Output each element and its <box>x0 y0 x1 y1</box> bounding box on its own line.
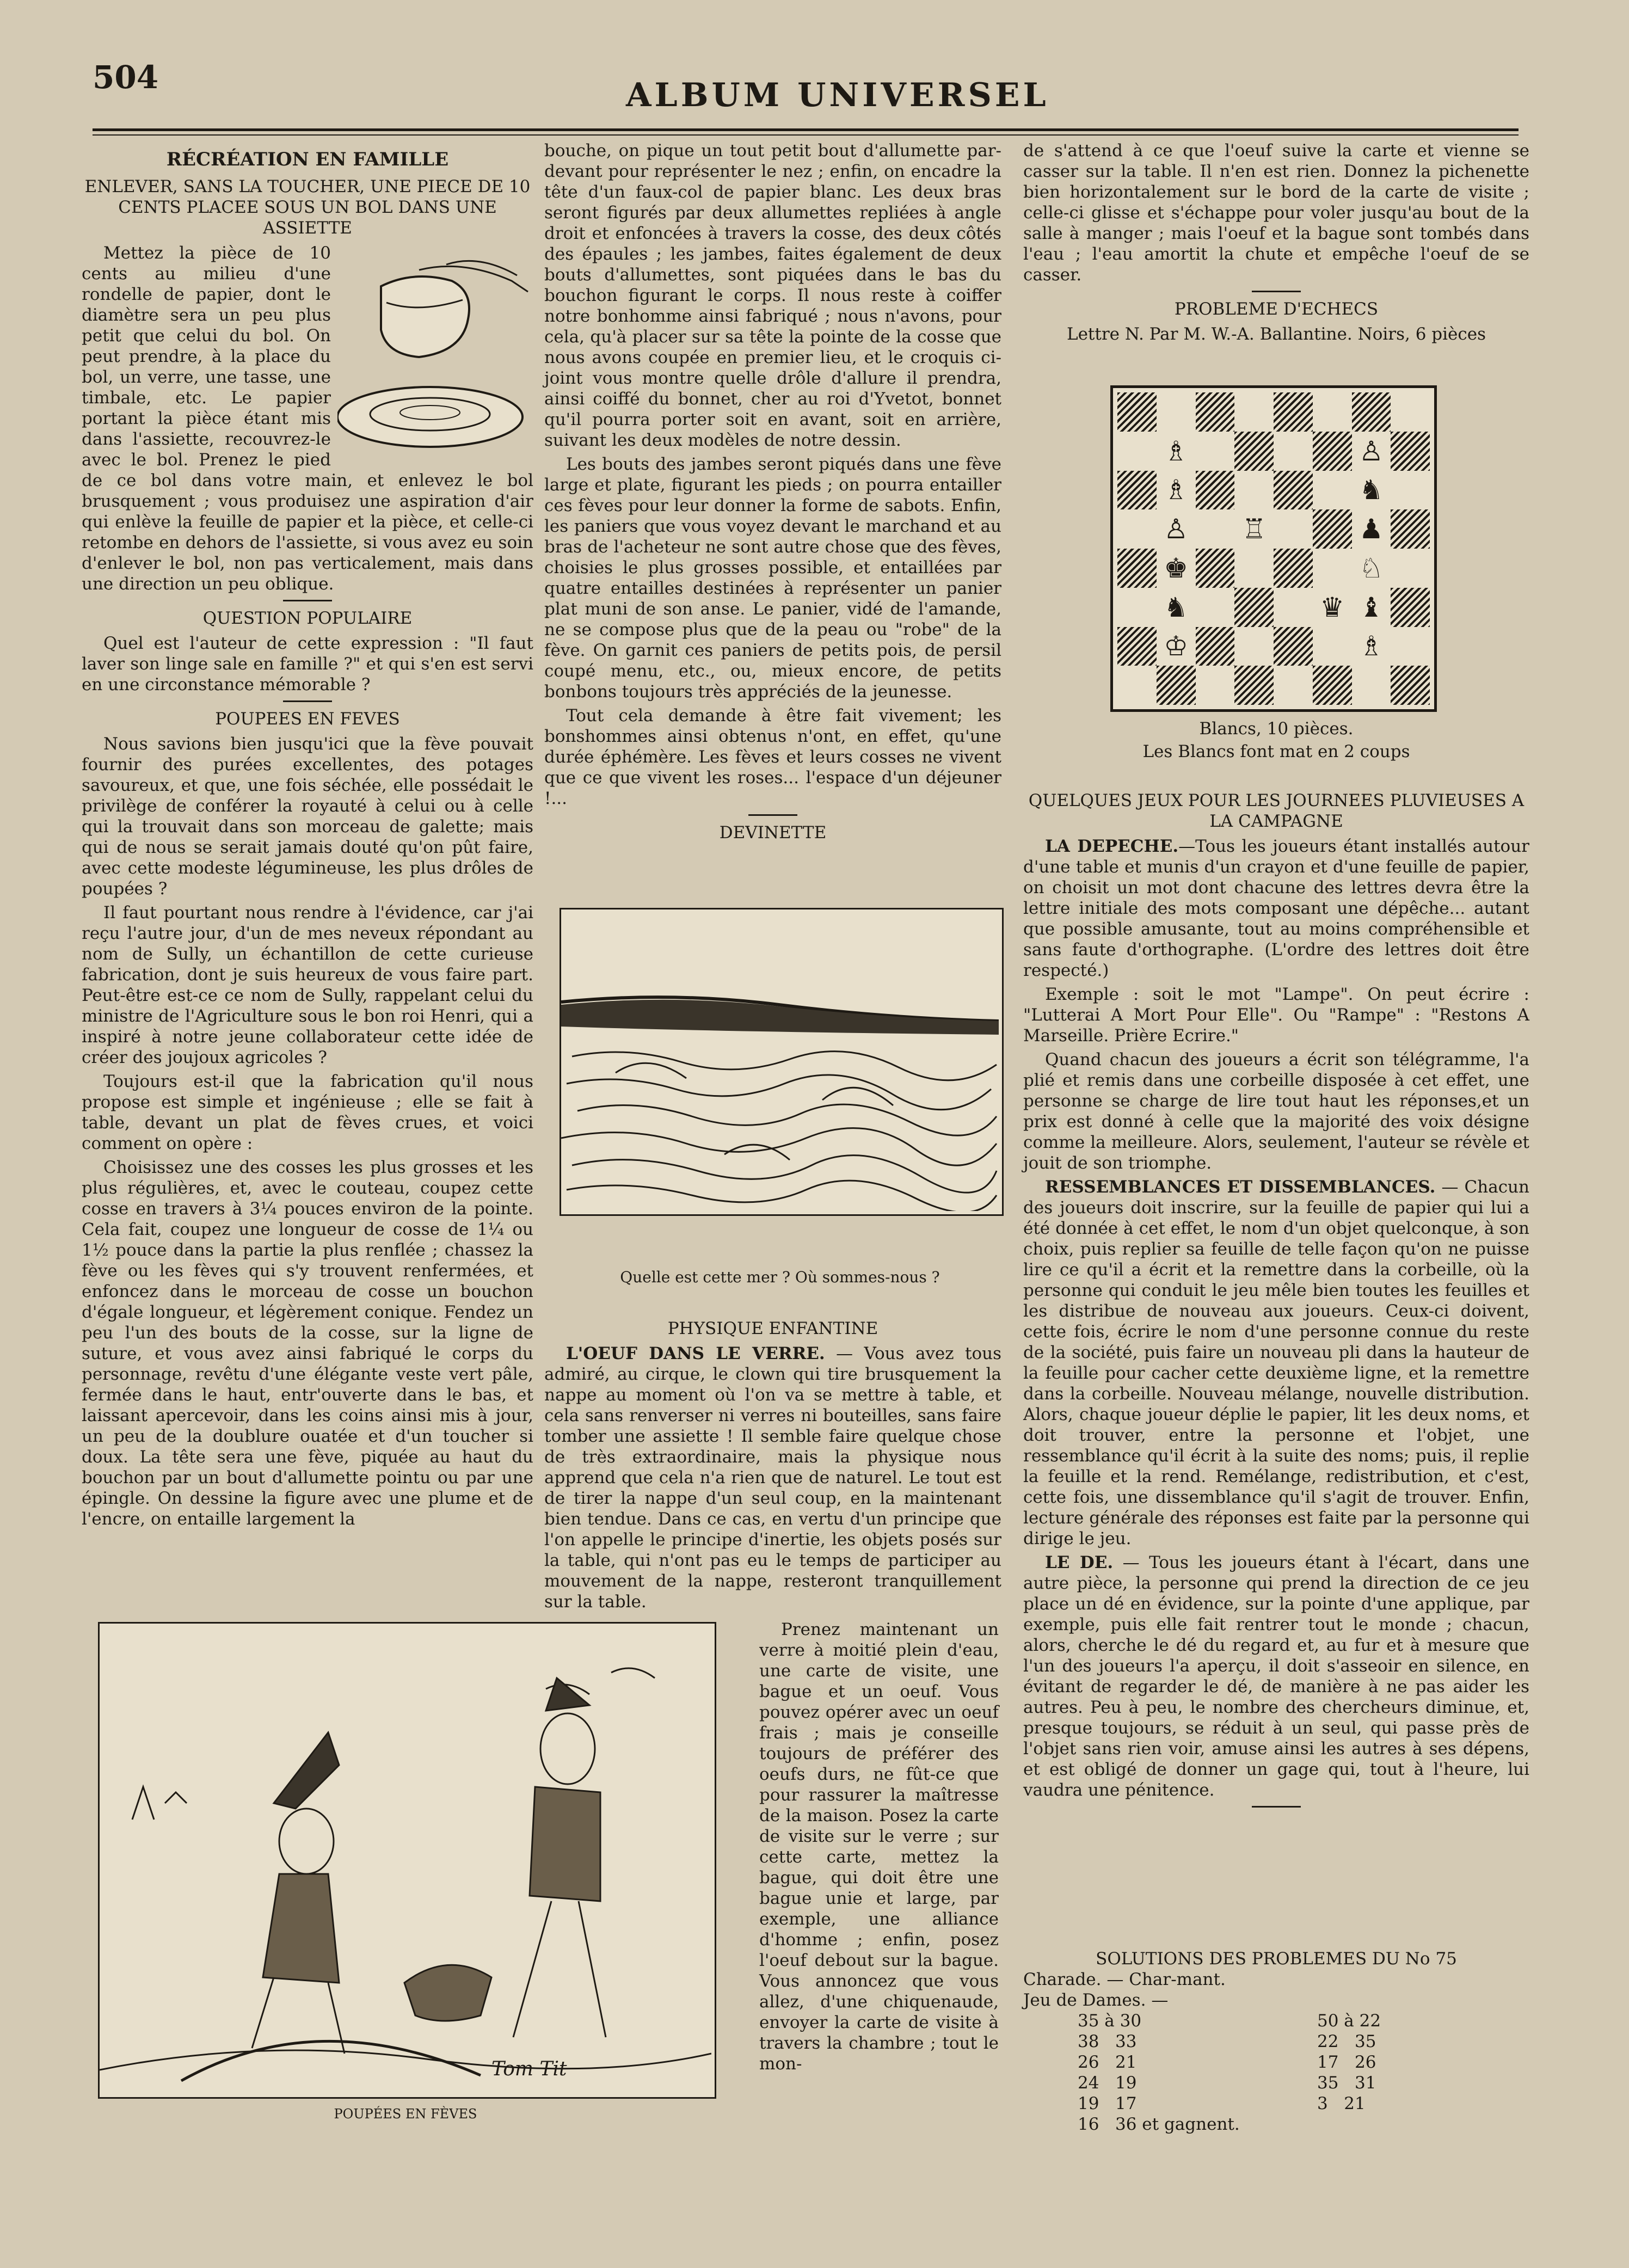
solution-row <box>1078 2114 1529 2135</box>
chess-square <box>1234 588 1274 627</box>
solution-cell: 38 33 <box>1078 2032 1137 2051</box>
chess-square <box>1196 509 1235 549</box>
chess-square <box>1274 549 1313 588</box>
chess-square <box>1196 588 1235 627</box>
section-title-poupees: POUPEES EN FEVES <box>215 709 400 729</box>
chess-square <box>1274 509 1313 549</box>
chess-square <box>1117 666 1157 705</box>
chess-square: ♝ <box>1352 588 1391 627</box>
poupees-paragraph-1: Nous savions bien jusqu'ici que la fève pouvait fournir des purées excellentes, des potages savoureux, et que, une fois séchée, elle possédait le privilège de conférer la royauté à celui ou à celle qui la trouvait dans son morceau de galette; mais qui de nous se serait jamais douté qu'on pût faire, avec cette modeste légumineuse, les plus drôles de poupées ? <box>82 734 533 899</box>
solution-row <box>1078 2011 1529 2031</box>
poupees-continued-3: Tout cela demande à être fait vivement; les bonshommes ainsi obtenus n'ont, en effet, qu'une durée éphémère. Les fèves et leurs cosses ne vivent que ce que vivent les roses... l'espace d'un déjeuner !... <box>544 706 1001 808</box>
chess-square <box>1313 392 1352 432</box>
poupees-drawing <box>100 1624 711 2094</box>
chess-square <box>1391 471 1430 510</box>
section-title-chess: PROBLEME D'ECHECS <box>1174 299 1379 319</box>
physique-lead: L'OEUF DANS LE VERRE. <box>566 1344 825 1363</box>
chess-square: ♟ <box>1352 509 1391 549</box>
chess-square <box>1117 432 1157 471</box>
masthead-title: ALBUM UNIVERSEL <box>626 76 1049 114</box>
solution-cell: 35 31 <box>1317 2073 1376 2093</box>
jeux-de-body: — Tous les joueurs étant à l'écart, dans une autre pièce, la personne qui prend la direction de ce jeu place un dé en évidence, sur la pointe d'une applique, par exemple, puis elle fait rentrer tout le monde ; chacun, alors, cherche le dé du regard et, au fur et à mesure que l'un des joueurs l'a aperçu, il doit s'asseoir en silence, en évitant de regarder le dé, de manière à ne pas aider les autres. Peu à peu, le nombre des chercheurs diminue, et, presque toujours, se réduit à un seul, qui passe près de l'objet sans rien voir, amuse ainsi les autres à ses dépens, et est obligé de donner un gage qui, tout à l'heure, lui vaudra une pénitence. <box>1023 1553 1529 1800</box>
section-title-physique: PHYSIQUE ENFANTINE <box>667 1319 878 1338</box>
solution-row <box>1078 2093 1529 2114</box>
section-title-jeux: QUELQUES JEUX POUR LES JOURNEES PLUVIEUSES A LA CAMPAGNE <box>1028 791 1525 831</box>
poupees-caption: POUPÉES EN FÈVES <box>334 2106 477 2122</box>
chess-board <box>1110 385 1437 712</box>
solution-cell: 19 17 <box>1078 2094 1137 2113</box>
solutions-table <box>1078 2011 1529 2135</box>
solution-row <box>1078 2052 1529 2073</box>
chess-square: ♚ <box>1157 549 1196 588</box>
separator <box>1252 1806 1301 1808</box>
solution-cell: 17 26 <box>1317 2052 1376 2072</box>
chess-square <box>1313 471 1352 510</box>
solutions-dames: Jeu de Dames. — <box>1023 1990 1169 2010</box>
chess-square <box>1313 666 1352 705</box>
jeux-depeche-body: —Tous les joueurs étant installés autour d'une table et munis d'un crayon et d'une feuille de papier, on choisit un mot dont chacune des lettres devra être la lettre initiale des mots composant une dépêche... autant que possible amusante, tout au moins compréhensible et sans faute d'orthographe. (L'ordre des lettres doit être respecté.) <box>1023 837 1529 980</box>
section-title-question: QUESTION POPULAIRE <box>202 609 413 628</box>
sea-drawing <box>561 909 999 1211</box>
solution-row <box>1078 2031 1529 2052</box>
chess-square <box>1196 666 1235 705</box>
chess-square <box>1196 471 1235 510</box>
section2-paragraph: Quel est l'auteur de cette expression : "Il faut laver son linge sale en famille ?" et qui s'en est servi en une circonstance mémorable ? <box>82 634 533 694</box>
jeux-depeche-lead: LA DEPECHE. <box>1045 837 1179 856</box>
chess-square <box>1274 588 1313 627</box>
chess-square: ♞ <box>1157 588 1196 627</box>
chess-square <box>1391 432 1430 471</box>
poupees-signature: Tom Tit <box>491 2058 567 2080</box>
chess-square <box>1234 549 1274 588</box>
section-title-recreation: RÉCRÉATION EN FAMILLE <box>166 149 449 170</box>
chess-square: ♖ <box>1234 509 1274 549</box>
chess-square: ♙ <box>1352 432 1391 471</box>
chess-square <box>1117 509 1157 549</box>
separator <box>748 814 797 816</box>
chess-square: ♘ <box>1352 549 1391 588</box>
chess-square <box>1234 627 1274 666</box>
chess-square <box>1234 432 1274 471</box>
section1-paragraph: Mettez la pièce de 10 cents au milieu d'une rondelle de papier, dont le diamètre sera un peu plus petit que celui du bol. On peut prendre, à la place du bol, un verre, une tasse, une timbale, etc. Le papier portant la pièce étant mis dans l'assiette, recouvrez-le avec le bol. Prenez le pied de ce bol dans votre main, et enlevez le bol brusquement ; vous produisez une aspiration d'air qui enlève la feuille de papier et la pièce, et celle-ci retombe en dehors de l'assiette, si vous avez eu soin d'enlever le bol, non pas verticalement, mais dans une direction un peu oblique. <box>82 243 533 594</box>
chess-square <box>1391 392 1430 432</box>
solution-cell: 3 21 <box>1317 2094 1366 2113</box>
chess-square <box>1274 392 1313 432</box>
chess-square: ♗ <box>1157 432 1196 471</box>
poupees-paragraph-4: Choisissez une des cosses les plus grosses et les plus régulières, et, avec le couteau, coupez cette cosse en travers à 3¼ pouces environ de la pointe. Cela fait, coupez une longueur de cosse de 1¼ ou 1½ pouce dans la partie la plus renflée ; chassez la fève ou les fèves qui s'y trouvent renfermées, et enfoncez dans le morceau de cosse un bouchon d'égale longueur, et légèrement conique. Fendez un peu l'un des bouts de la cosse, sur la ligne de suture, et vous avez ainsi fabriqué le corps du personnage, revêtu d'une élégante veste vert pâle, fermée dans le haut, entr'ouverte dans le bas, et laissant apercevoir, dans les coins ainsi mis à jour, un peu de la doublure ouatée et d'un toucher si doux. La tête sera une fève, piquée au haut du bouchon par un bout d'allumette pointu ou par une épingle. On dessine la figure avec une plume et de l'encre, on entaille largement la <box>82 1158 533 1529</box>
chess-square: ♗ <box>1157 471 1196 510</box>
poupees-paragraph-3: Toujours est-il que la fabrication qu'il nous propose est simple et ingénieuse ; elle se fait à table, devant un plat de fèves crues, et voici comment on opère : <box>82 1072 533 1153</box>
chess-square <box>1391 509 1430 549</box>
section-subtitle-piece: ENLEVER, SANS LA TOUCHER, UNE PIECE DE 10 CENTS PLACEE SOUS UN BOL DANS UNE ASSIETTE <box>84 177 531 238</box>
chess-square <box>1196 392 1235 432</box>
solution-cell <box>1317 2114 1426 2135</box>
jeux-depeche <box>1023 836 1529 981</box>
chess-square <box>1391 588 1430 627</box>
chess-square: ♔ <box>1157 627 1196 666</box>
chess-square <box>1313 509 1352 549</box>
chess-square <box>1234 666 1274 705</box>
solution-row <box>1078 2073 1529 2093</box>
column-2 <box>544 140 1001 847</box>
physique-section <box>544 1312 1001 1615</box>
physique-paragraph-1 <box>544 1343 1001 1612</box>
solution-cell: 50 à 22 <box>1317 2011 1381 2031</box>
bowl-figure-float <box>337 248 533 460</box>
chess-square <box>1234 471 1274 510</box>
solution-cell: 16 36 et gagnent. <box>1078 2115 1240 2134</box>
chess-square <box>1196 549 1235 588</box>
chess-square <box>1117 471 1157 510</box>
chess-square <box>1391 549 1430 588</box>
jeux-ressemblances-lead: RESSEMBLANCES ET DISSEMBLANCES. <box>1045 1177 1436 1197</box>
jeux-section <box>1023 784 1529 1813</box>
chess-square <box>1157 392 1196 432</box>
section-title-devinette: DEVINETTE <box>719 823 827 843</box>
chess-square <box>1234 392 1274 432</box>
physique-body: — Vous avez tous admiré, au cirque, le clown qui tire brusquement la nappe au moment où l'on va se mettre à table, et cela sans renverser ni verres ni bouteilles, sans faire tomber une assiette ! Il semble faire quelque chose de très extraordinaire, mais la physique nous apprend que cela n'a rien que de naturel. Le tout est de tirer la nappe d'un seul coup, en la maintenant bien tendue. Dans ce cas, en vertu d'un principe que l'on appelle le principe d'inertie, les objets posés sur la table, qui n'ont pas eu le temps de participer au mouvement de la nappe, resteront tranquillement sur la table. <box>544 1344 1002 1612</box>
devinette-caption: Quelle est cette mer ? Où sommes-nous ? <box>620 1268 940 1286</box>
chess-square: ♗ <box>1352 627 1391 666</box>
solution-cell: 22 35 <box>1317 2032 1376 2051</box>
solutions-title: SOLUTIONS DES PROBLEMES DU No 75 <box>1096 1949 1457 1969</box>
separator <box>283 700 332 702</box>
solution-cell: 24 19 <box>1078 2073 1137 2093</box>
physique-paragraph-2: Prenez maintenant un verre à moitié plein d'eau, une carte de visite, une bague et un oeuf. Vous pouvez opérer avec un oeuf frais ; mais je conseille toujours de préférer des oeufs durs, ne fût-ce que pour rassurer la maîtresse de la maison. Posez la carte de visite sur le verre ; sur cette carte, mettez la bague, qui doit être une bague unie et large, par exemple, une alliance d'homme ; enfin, posez l'oeuf debout sur la bague. Vous annoncez que vous allez, d'une chiquenaude, envoyer la carte de visite à travers la chambre ; tout le mon- <box>759 1620 999 2074</box>
chess-square <box>1313 549 1352 588</box>
solutions-section <box>1023 1949 1529 2135</box>
devinette-sea-illustration <box>560 908 1004 1216</box>
chess-square <box>1352 392 1391 432</box>
chess-square <box>1117 627 1157 666</box>
chess-square <box>1391 627 1430 666</box>
poupees-illustration <box>98 1622 716 2099</box>
chess-square: ♛ <box>1313 588 1352 627</box>
chess-square <box>1352 666 1391 705</box>
solution-cell: 26 21 <box>1078 2052 1137 2072</box>
poupees-continued-2: Les bouts des jambes seront piqués dans une fève large et plate, figurant les pieds ; on pourra entailler ces fèves pour leur donner la forme de sabots. Enfin, les paniers que vous voyez devant le marchand et au bras de l'acheteur ne sont autre chose que des fèves, choisies le plus grosses possible, et entaillées par quatre entailles destinées à représenter un panier plat muni de son anse. Le panier, vidé de l'amande, ne se compose plus que de la peau ou "robe" de la fève. On garnit ces paniers de petits pois, de persil coupé menu, etc., ou, mieux encore, de petits bonbons toujours très appréciés de la jeunesse. <box>544 454 1001 702</box>
chess-square <box>1117 588 1157 627</box>
solution-cell: 35 à 30 <box>1078 2011 1142 2031</box>
jeux-ressemblances-body: — Chacun des joueurs doit inscrire, sur la feuille de papier qui lui a été donnée à cet effet, le nom d'un objet quelconque, à son choix, puis replier sa feuille de telle façon qu'on ne puisse lire ce qu'il a écrit et la remettre dans la corbeille, où la personne qui conduit le jeu mêle bien toutes les feuilles et les distribue de nouveau aux joueurs. Ceux-ci doivent, cette fois, écrire le nom d'une personne connue du reste de la société, puis faire un nouveau pli dans la hauteur de la feuille pour cacher cette deuxième ligne, et la remettre dans la corbeille. Nouveau mélange, nouvelle distribution. Alors, chaque joueur déplie le papier, lit les deux noms, et doit trouver, entre la personne et l'objet, une ressemblance qu'il écrit à la suite des noms; puis, il replie la feuille et la rend. Remélange, redistribution, et c'est, cette fois, une dissemblance qu'il s'agit de trouver. Enfin, lecture générale des réponses est faite par la personne qui dirige le jeu. <box>1023 1177 1529 1548</box>
chess-captions <box>1023 718 1529 764</box>
jeux-de <box>1023 1552 1529 1800</box>
physique-continued <box>759 1619 999 2078</box>
masthead-rule <box>93 128 1519 136</box>
poupees-paragraph-2: Il faut pourtant nous rendre à l'évidence, car j'ai reçu l'autre jour, d'un de mes neveux répondant au nom de Sully, un échantillon de cette curieuse fabrication, dont je suis heureux de vous faire part. Peut-être est-ce ce nom de Sully, rappelant celui du ministre de l'Agriculture sous le bon roi Henri, qui a inspiré à notre jeune collaborateur cette idée de créer des joujoux agricoles ? <box>82 903 533 1067</box>
bowl-plate-illustration <box>337 248 533 460</box>
poupees-continued-1: bouche, on pique un tout petit bout d'allumette par-devant pour représenter le nez ; enfin, on encadre la tête d'un faux-col de papier blanc. Les deux bras seront figurés par deux allumettes repliées à angle droit et enfoncées à travers la cosse, des deux côtés des épaules ; les jambes, faites également de deux bouts d'allumettes, sont piquées dans le bas du bouchon figurant le corps. Il nous reste à coiffer notre bonhomme ainsi fabriqué ; nous n'avons, pour cela, qu'à placer sur sa tête la pointe de la cosse que nous avons coupée en premier lieu, et le croquis ci-joint vous montre quelle drôle d'allure il prendra, ainsi coiffé du bonnet, cher au roi d'Yvetot, bonnet qu'il pourra porter soit en avant, soit en arrière, suivant les deux modèles de notre dessin. <box>544 141 1001 450</box>
jeux-exemple: Exemple : soit le mot "Lampe". On peut écrire : "Lutterai A Mort Pour Elle". Ou "Rampe" : "Restons A Marseille. Prière Ecrire." <box>1023 985 1529 1046</box>
jeux-telegramme: Quand chacun des joueurs a écrit son télégramme, l'a plié et remis dans une corbeille disposée à cet effet, une personne se charge de lire tout haut les réponses,et un prix est donné à celle que la majorité des voix désigne comme la meilleure. Alors, seulement, l'auteur se révèle et jouit de son triomphe. <box>1023 1050 1529 1173</box>
chess-square <box>1313 432 1352 471</box>
column-3 <box>1023 140 1529 349</box>
separator <box>283 600 332 601</box>
chess-square <box>1274 666 1313 705</box>
chess-square: ♞ <box>1352 471 1391 510</box>
chess-square <box>1274 432 1313 471</box>
chess-square <box>1274 471 1313 510</box>
separator <box>1252 291 1301 292</box>
chess-subtitle: Lettre N. Par M. W.-A. Ballantine. Noirs, 6 pièces <box>1066 324 1486 344</box>
chess-square: ♙ <box>1157 509 1196 549</box>
jeux-ressemblances <box>1023 1177 1529 1549</box>
chess-square <box>1117 392 1157 432</box>
page-number: 504 <box>93 59 159 96</box>
chess-caption-white: Blancs, 10 pièces. <box>1199 719 1354 739</box>
physique-continued-3: de s'attend à ce que l'oeuf suive la carte et vienne se casser sur la table. Il n'en est rien. Donnez la pichenette bien horizontalement sur le bord de la carte de visite ; celle-ci glisse et s'échappe pour voler jusqu'au bout de la salle à manger ; mais l'oeuf et la bague sont tombés dans l'eau ; l'eau amortit la chute et empêche l'oeuf de se casser. <box>1023 141 1529 285</box>
chess-square <box>1391 666 1430 705</box>
chess-caption-mate: Les Blancs font mat en 2 coups <box>1142 742 1410 761</box>
chess-square <box>1313 627 1352 666</box>
chess-square <box>1274 627 1313 666</box>
column-1 <box>82 140 533 1533</box>
solutions-charade: Charade. — Char-mant. <box>1023 1970 1226 1989</box>
chess-square <box>1117 549 1157 588</box>
chess-square <box>1157 666 1196 705</box>
chess-square <box>1196 432 1235 471</box>
chess-square <box>1196 627 1235 666</box>
jeux-de-lead: LE DE. <box>1045 1553 1114 1572</box>
